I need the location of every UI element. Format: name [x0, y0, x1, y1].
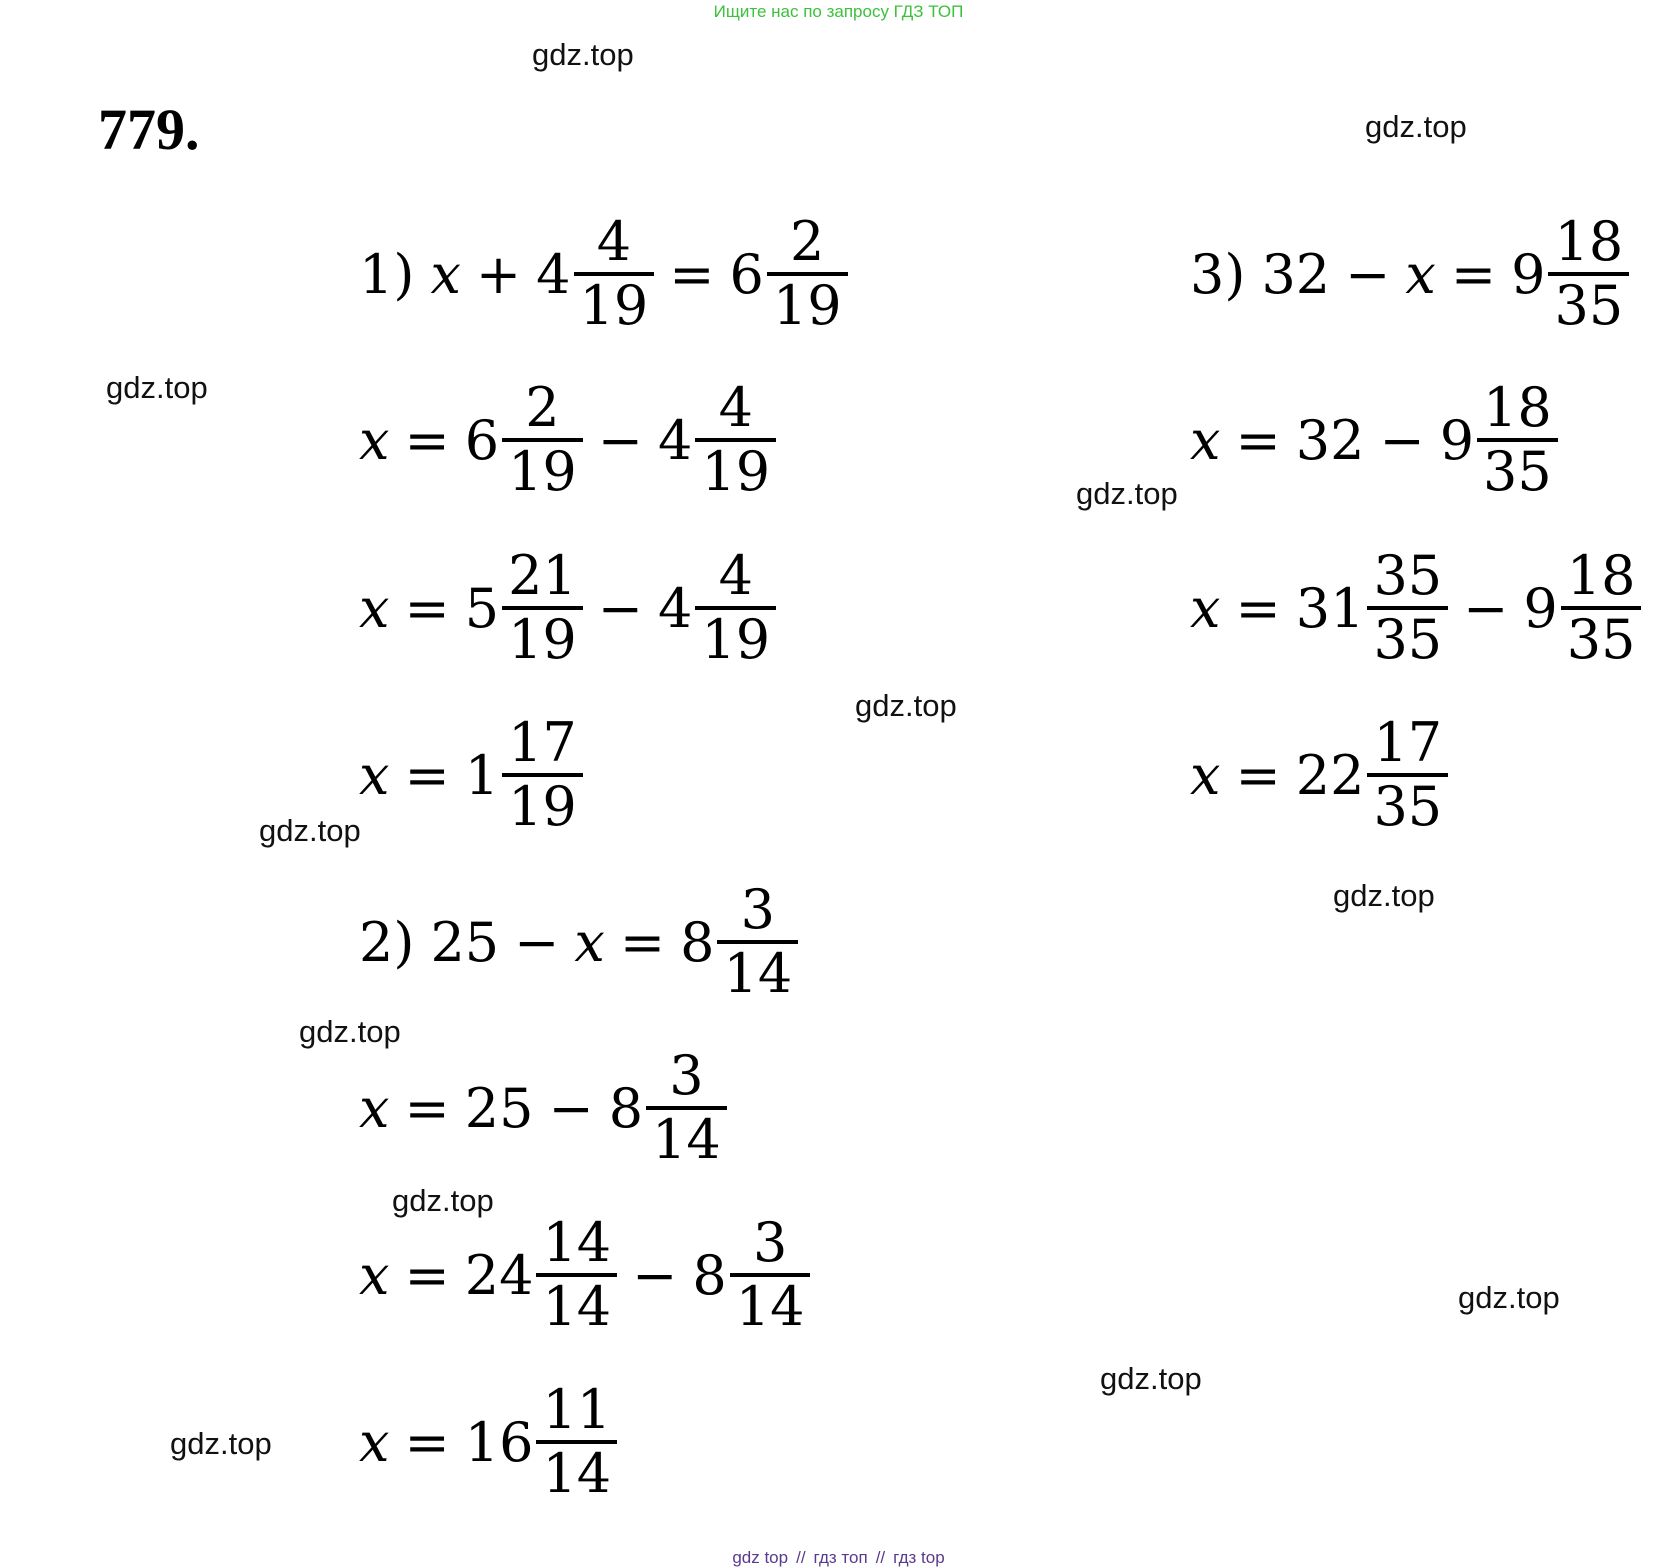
p3-equation [1190, 204, 1629, 344]
numerator: 17 [508, 711, 577, 774]
minus-sign: − [1345, 242, 1391, 306]
whole-part: 8 [608, 1076, 644, 1140]
denominator: 35 [1561, 606, 1642, 670]
whole-part: 4 [536, 242, 571, 306]
numerator: 4 [596, 210, 632, 273]
watermark: gdz.top [1365, 109, 1467, 144]
denominator: 19 [695, 438, 776, 502]
denominator: 19 [695, 606, 776, 670]
fraction [502, 378, 583, 502]
watermark: gdz.top [855, 688, 957, 723]
footer-separator: // [796, 1548, 806, 1567]
fraction [1477, 378, 1558, 502]
var-x: x [359, 1243, 390, 1307]
denominator: 19 [502, 606, 583, 670]
denominator: 14 [717, 940, 798, 1004]
minus-sign: − [597, 408, 644, 472]
p3-step [1190, 370, 1558, 510]
whole-part: 31 [1295, 576, 1365, 640]
watermark: gdz.top [392, 1183, 494, 1218]
p1-result [359, 705, 583, 845]
numerator: 3 [740, 878, 776, 941]
p1-label: 1) [359, 242, 415, 306]
fraction [502, 546, 583, 670]
number: 25 [464, 1076, 534, 1140]
fraction [536, 1380, 617, 1504]
number: 32 [1261, 242, 1331, 306]
equals-sign: = [1235, 743, 1281, 807]
watermark: gdz.top [106, 370, 208, 405]
whole-part: 1 [464, 743, 500, 807]
fraction [502, 713, 583, 837]
denominator: 19 [502, 438, 583, 502]
equals-sign: = [404, 743, 450, 807]
whole-part: 4 [658, 408, 693, 472]
whole-part: 24 [464, 1243, 534, 1307]
whole-part: 22 [1295, 743, 1365, 807]
footer-links [0, 1548, 1677, 1568]
fraction [730, 1213, 811, 1337]
fraction [1561, 546, 1642, 670]
number: 32 [1295, 408, 1365, 472]
denominator: 19 [574, 272, 655, 336]
numerator: 17 [1373, 711, 1443, 774]
number: 25 [430, 910, 500, 974]
var-x: x [430, 242, 461, 306]
numerator: 2 [525, 376, 560, 439]
numerator: 2 [790, 210, 825, 273]
denominator: 35 [1367, 606, 1448, 670]
p2-step [359, 1205, 810, 1345]
equals-sign: = [1235, 576, 1281, 640]
var-x: x [359, 576, 390, 640]
watermark: gdz.top [1458, 1280, 1560, 1315]
fraction [767, 212, 848, 336]
fraction [695, 546, 776, 670]
numerator: 18 [1554, 210, 1624, 273]
p1-step [359, 370, 776, 510]
fraction [574, 212, 655, 336]
whole-part: 9 [1523, 576, 1558, 640]
p2-label: 2) [359, 910, 415, 974]
fraction [646, 1046, 727, 1170]
equals-sign: = [404, 1076, 450, 1140]
denominator: 35 [1548, 272, 1629, 336]
var-x: x [359, 408, 390, 472]
fraction [1367, 713, 1448, 837]
fraction [1367, 546, 1448, 670]
var-x: x [359, 1410, 390, 1474]
equals-sign: = [404, 408, 450, 472]
numerator: 3 [669, 1044, 704, 1107]
var-x: x [1190, 576, 1221, 640]
equals-sign: = [669, 242, 715, 306]
numerator: 14 [542, 1211, 612, 1274]
watermark: gdz.top [259, 813, 361, 848]
var-x: x [1405, 242, 1436, 306]
p2-result [359, 1372, 617, 1512]
var-x: x [1190, 743, 1221, 807]
minus-sign: − [1463, 576, 1509, 640]
numerator: 3 [752, 1211, 788, 1274]
p2-step [359, 1038, 727, 1178]
fraction [695, 378, 776, 502]
numerator: 18 [1566, 544, 1636, 607]
equals-sign: = [619, 910, 666, 974]
fraction [1548, 212, 1629, 336]
numerator: 4 [718, 376, 753, 439]
plus-sign: + [475, 242, 522, 306]
watermark: gdz.top [1076, 476, 1178, 511]
whole-part: 8 [692, 1243, 727, 1307]
numerator: 18 [1483, 376, 1552, 439]
p3-step [1190, 538, 1641, 678]
var-x: x [359, 743, 390, 807]
minus-sign: − [1379, 408, 1425, 472]
p2-equation [359, 872, 798, 1012]
problem-number: 779. [98, 97, 200, 162]
footer-link[interactable]: gdz top [732, 1548, 789, 1567]
p1-step [359, 538, 776, 678]
whole-part: 9 [1439, 408, 1475, 472]
numerator: 21 [508, 544, 577, 607]
denominator: 14 [730, 1273, 811, 1337]
whole-part: 16 [464, 1410, 534, 1474]
watermark: gdz.top [299, 1014, 401, 1049]
whole-part: 9 [1511, 242, 1546, 306]
p3-result [1190, 705, 1448, 845]
denominator: 19 [767, 272, 848, 336]
denominator: 14 [536, 1440, 617, 1504]
footer-link[interactable]: гдз топ [813, 1548, 868, 1567]
numerator: 35 [1373, 544, 1443, 607]
numerator: 4 [718, 544, 753, 607]
equals-sign: = [404, 1243, 450, 1307]
whole-part: 6 [464, 408, 500, 472]
fraction [536, 1213, 617, 1337]
minus-sign: − [632, 1243, 678, 1307]
equals-sign: = [1235, 408, 1281, 472]
var-x: x [574, 910, 605, 974]
minus-sign: − [514, 910, 560, 974]
whole-part: 4 [658, 576, 693, 640]
minus-sign: − [597, 576, 644, 640]
denominator: 14 [536, 1273, 617, 1337]
denominator: 19 [502, 773, 583, 837]
top-banner: Ищите нас по запросу ГДЗ ТОП [713, 2, 964, 21]
watermark: gdz.top [532, 37, 634, 72]
denominator: 35 [1367, 773, 1448, 837]
whole-part: 5 [464, 576, 500, 640]
p1-equation [359, 204, 848, 344]
p3-label: 3) [1190, 242, 1246, 306]
watermark: gdz.top [170, 1426, 272, 1461]
equals-sign: = [404, 1410, 450, 1474]
footer-link[interactable]: гдз top [893, 1548, 945, 1567]
equals-sign: = [404, 576, 450, 640]
watermark: gdz.top [1100, 1361, 1202, 1396]
whole-part: 6 [729, 242, 764, 306]
numerator: 11 [542, 1378, 612, 1441]
denominator: 35 [1477, 438, 1558, 502]
denominator: 14 [646, 1106, 727, 1170]
minus-sign: − [548, 1076, 594, 1140]
var-x: x [1190, 408, 1221, 472]
watermark: gdz.top [1333, 878, 1435, 913]
var-x: x [359, 1076, 390, 1140]
footer-separator: // [875, 1548, 886, 1567]
equals-sign: = [1450, 242, 1497, 306]
whole-part: 8 [680, 910, 715, 974]
fraction [717, 880, 798, 1004]
